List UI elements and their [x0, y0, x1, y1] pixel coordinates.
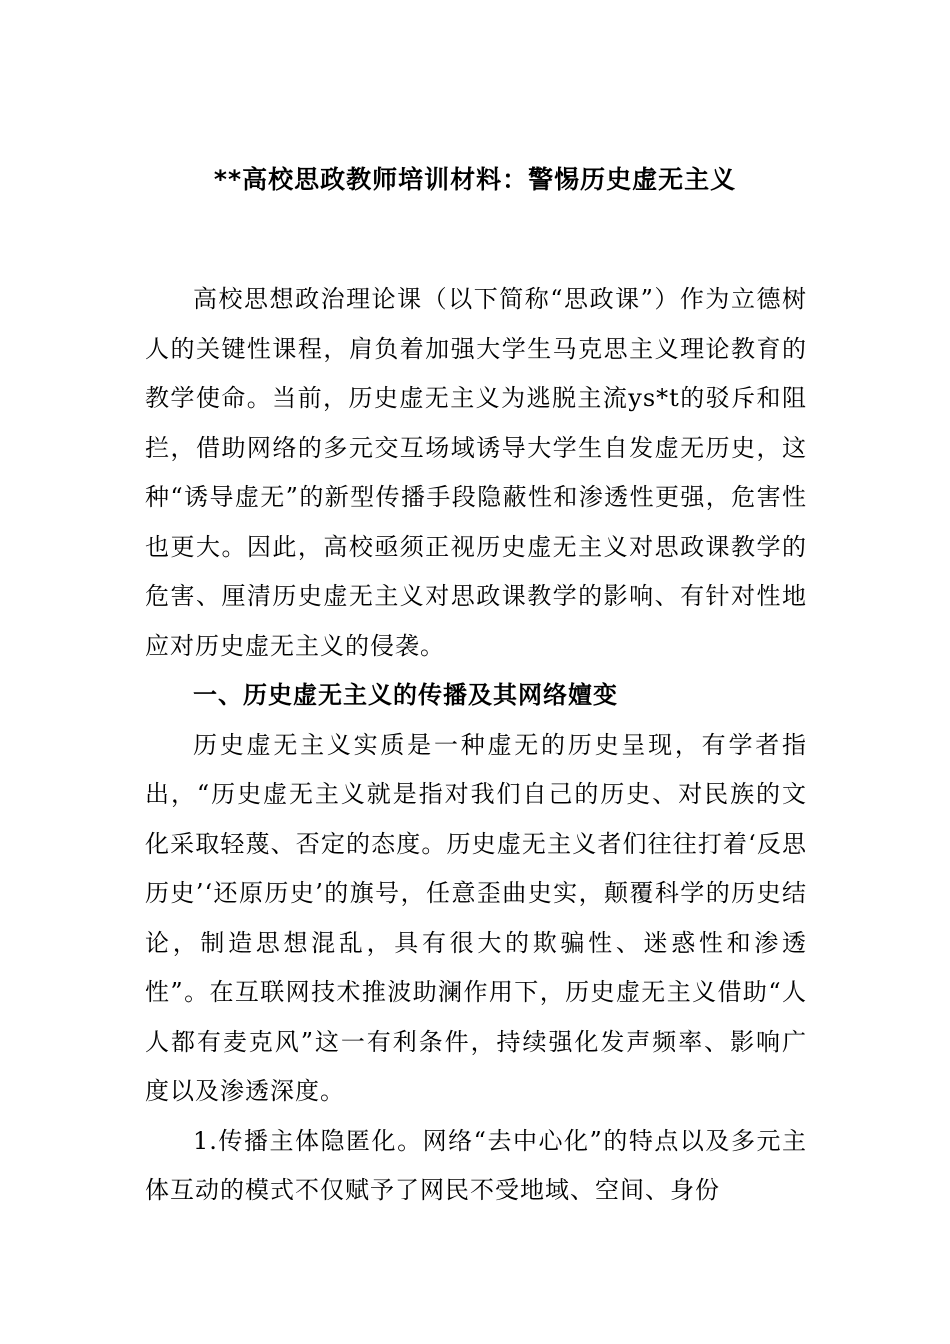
- subsection-1-paragraph: 1.传播主体隐匿化。网络“去中心化”的特点以及多元主体互动的模式不仅赋予了网民不受地域、空间、身份: [145, 1126, 807, 1204]
- section-heading-1: 一、历史虚无主义的传播及其网络嬗变: [193, 681, 618, 709]
- document-title: **高校思政教师培训材料：警惕历史虚无主义: [213, 165, 737, 194]
- section-1-paragraph: 历史虚无主义实质是一种虚无的历史呈现，有学者指出，“历史虚无主义就是指对我们自己的历史、对民族的文化采取轻蔑、否定的态度。历史虚无主义者们往往打着‘反思历史’‘还原历史’的旗号，任意歪曲史实，颠覆科学的历史结论，制造思想混乱，具有很大的欺骗性、迷惑性和渗透性”。在互联网技术推波助澜作用下，历史虚无主义借助“人人都有麦克风”这一有利条件，持续强化发声频率、影响广度以及渗透深度。: [145, 730, 807, 1105]
- document-body: [145, 275, 807, 1216]
- intro-paragraph: 高校思想政治理论课（以下简称“思政课”）作为立德树人的关键性课程，肩负着加强大学生马克思主义理论教育的教学使命。当前，历史虚无主义为逃脱主流ys*t的驳斥和阻拦，借助网络的多元交互场域诱导大学生自发虚无历史，这种“诱导虚无”的新型传播手段隐蔽性和渗透性更强，危害性也更大。因此，高校亟须正视历史虚无主义对思政课教学的危害、厘清历史虚无主义对思政课教学的影响、有针对性地应对历史虚无主义的侵袭。: [145, 285, 807, 660]
